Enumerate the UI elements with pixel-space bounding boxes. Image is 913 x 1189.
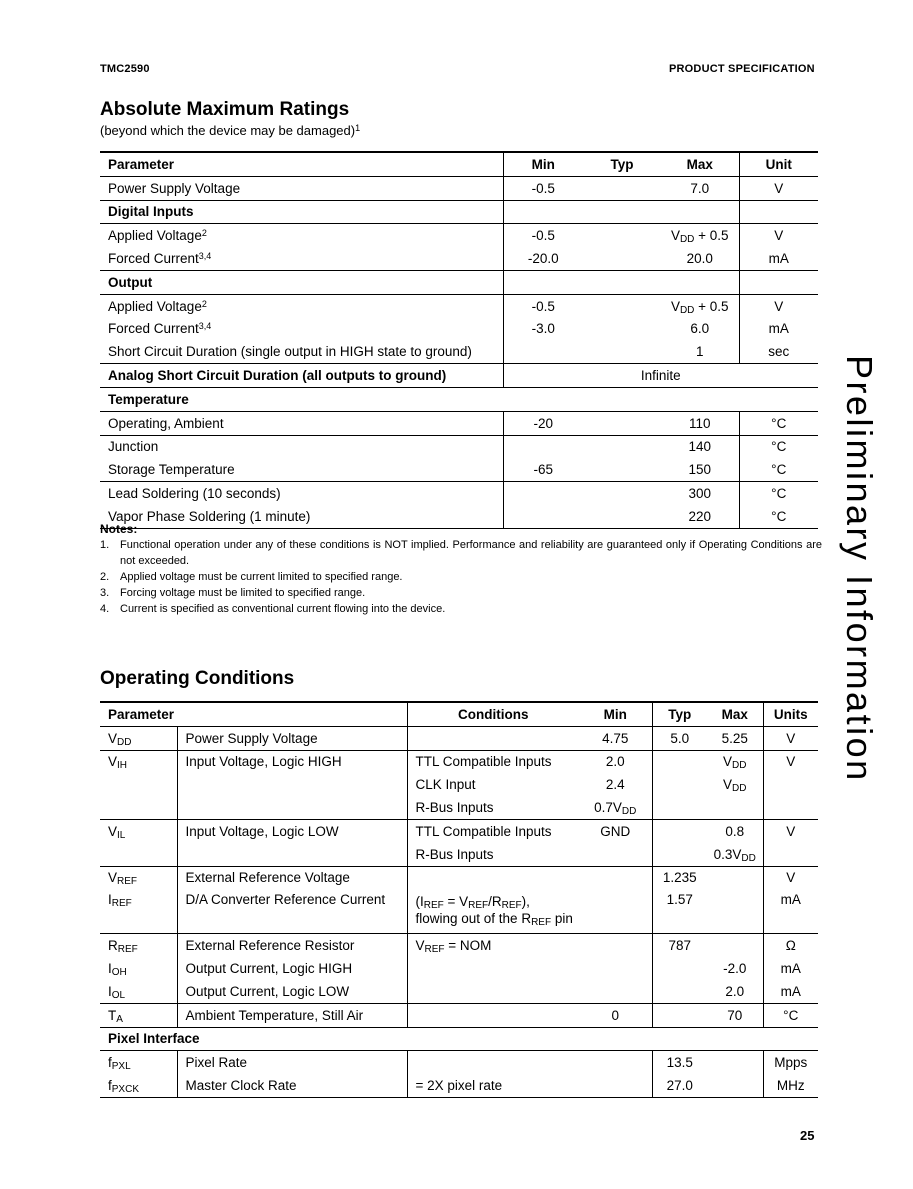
cell-desc: Pixel Rate [177,1051,407,1074]
cell-cond: R-Bus Inputs [407,796,579,819]
cell-unit: mA [763,980,818,1003]
cell-desc: Master Clock Rate [177,1074,407,1097]
cell-min: 0 [611,1007,619,1023]
cell-symbol: $R_{REF}$ [108,938,138,956]
cell-value: Infinite [503,364,818,388]
cell-max: $V_{DD}$ [723,754,747,772]
cell-max: 110 [688,415,711,431]
cell-min: -0.5 [503,224,583,247]
amr-title: Absolute Maximum Ratings [100,99,350,120]
row-label: Lead Soldering (10 seconds) [108,486,281,502]
page-number: 25 [800,1128,815,1143]
section-title: Output [108,274,153,290]
cell-desc: Input Voltage, Logic HIGH [177,750,407,773]
cell-unit: sec [739,340,818,363]
table-row [100,435,818,458]
cell-min: -65 [503,458,583,481]
section-row [100,1027,818,1051]
cell-symbol: $V_{DD}$ [108,730,132,748]
section-row [100,270,818,294]
cell-cond: $(I_{REF} = V_{REF}/R_{REF})$, flowing out of the $R_{REF}$ pin [407,889,579,934]
oc-header-row [100,702,818,726]
col-unit: Unit [739,152,818,176]
cell-unit: °C [739,482,818,505]
cell-max: $V_{DD} + 0.5$ [670,298,729,316]
cell-typ: 27.0 [652,1074,707,1097]
cell-min: -3.0 [503,318,583,341]
row-label: Storage Temperature [108,462,235,478]
cell-symbol: $f_{PXCK}$ [108,1078,139,1096]
cell-symbol: $f_{PXL}$ [108,1055,131,1073]
cell-typ: 5.0 [652,726,707,750]
cell-cond: = 2X pixel rate [407,1074,579,1097]
row-label: Forced Current$^{3,4}$ [108,251,212,267]
cell-unit: °C [763,1003,818,1027]
table-row [100,247,818,270]
cell-unit: °C [739,505,818,528]
section-title: Temperature [108,391,189,407]
cell-min: -0.5 [503,176,583,200]
cell-max: -2.0 [723,961,747,977]
cell-desc: External Reference Resistor [177,934,407,957]
table-row [100,773,818,796]
note-item: 1. Functional operation under any of these conditions is NOT implied. Performance and reliability are guaranteed only if Operating Conditions are not exceeded. [100,539,822,567]
table-row [100,866,818,889]
table-row [100,1051,818,1074]
table-row [100,819,818,842]
cell-cond: $V_{REF}$ = NOM [407,934,579,957]
cell-min [503,435,583,458]
col-typ: Typ [610,156,634,172]
cell-cond: R-Bus Inputs [407,843,579,866]
cell-min [503,482,583,505]
row-label: Junction [108,439,159,455]
amr-table [100,151,818,529]
cell-unit: mA [763,889,818,934]
table-row [100,796,818,819]
table-row [100,934,818,957]
table-row [100,411,818,435]
cell-unit: Ω [763,934,818,957]
cell-unit: V [739,176,818,200]
cell-max: 5.25 [721,730,748,746]
cell-max: 150 [688,462,712,478]
cell-unit: mA [739,318,818,341]
oc-table [100,701,818,1098]
table-row [100,224,818,247]
cell-typ: 1.57 [652,889,707,934]
cell-typ: 787 [652,934,707,957]
cell-max: 70 [727,1007,743,1023]
section-row [100,387,818,411]
cell-unit: V [763,750,818,773]
section-row [100,200,818,224]
cell-unit: MHz [763,1074,818,1097]
oc-title: Operating Conditions [100,668,295,689]
cell-symbol: $V_{IL}$ [108,823,126,841]
cell-min: 4.75 [602,730,629,746]
cell-desc: Input Voltage, Logic LOW [177,819,407,842]
col-parameter: Parameter [108,706,175,722]
cell-desc: D/A Converter Reference Current [177,889,407,934]
cell-unit: °C [739,458,818,481]
cell-max: 6.0 [690,321,710,337]
table-row [100,1074,818,1097]
cell-desc: Power Supply Voltage [177,726,407,750]
cell-desc: Output Current, Logic LOW [177,980,407,1003]
cell-max: 140 [688,439,712,455]
preliminary-watermark: Preliminary Information [839,355,880,783]
table-row [100,176,818,200]
table-row [100,1003,818,1027]
table-row [100,364,818,388]
table-row [100,482,818,505]
cell-unit: V [763,866,818,889]
table-row [100,750,818,773]
cell-cond: TTL Compatible Inputs [407,819,579,842]
cell-max: 220 [688,508,712,524]
cell-cond: CLK Input [407,773,579,796]
cell-desc: Ambient Temperature, Still Air [177,1003,407,1027]
cell-max: 300 [688,486,712,502]
note-item: 4. Current is specified as conventional current flowing into the device. [100,603,446,615]
cell-max: 20.0 [686,251,713,267]
col-parameter: Parameter [108,156,175,172]
cell-min: $0.7V_{DD}$ [594,800,637,818]
cell-symbol: $I_{OH}$ [108,961,127,979]
cell-unit: V [739,294,818,317]
table-row [100,340,818,363]
table-row [100,957,818,980]
note-item: 3. Forcing voltage must be limited to specified range. [100,587,366,599]
table-row [100,726,818,750]
cell-max: $V_{DD} + 0.5$ [670,228,729,246]
row-label: Applied Voltage$^2$ [108,228,207,244]
cell-min: GND [600,823,631,839]
cell-max: 1 [695,344,704,360]
table-row [100,843,818,866]
table-row [100,889,818,934]
row-label: Power Supply Voltage [108,180,241,196]
cell-symbol: $T_A$ [108,1007,123,1025]
cell-symbol: $V_{REF}$ [108,870,138,888]
table-row [100,294,818,317]
cell-unit: mA [739,247,818,270]
cell-unit: Mpps [763,1051,818,1074]
cell-max: 2.0 [725,983,745,999]
cell-desc: Output Current, Logic HIGH [177,957,407,980]
cell-unit: V [739,224,818,247]
section-title: Digital Inputs [108,204,194,220]
cell-desc: External Reference Voltage [177,866,407,889]
doc-type: PRODUCT SPECIFICATION [669,63,815,75]
cell-min: -20.0 [503,247,583,270]
cell-max: $0.3V_{DD}$ [713,846,756,864]
cell-unit: V [763,819,818,842]
cell-max: $V_{DD}$ [723,777,747,795]
col-max: Max [686,156,713,172]
cell-max: 7.0 [690,180,710,196]
table-row [100,318,818,341]
cell-min: 2.4 [605,777,625,793]
cell-min: -0.5 [503,294,583,317]
cell-min: -20 [503,411,583,435]
cell-unit: °C [739,411,818,435]
amr-subtitle: (beyond which the device may be damaged)$^1$ [100,123,361,138]
table-row [100,458,818,481]
note-item: 2. Applied voltage must be current limited to specified range. [100,571,403,583]
cell-unit: V [763,726,818,750]
cell-typ: 13.5 [652,1051,707,1074]
section-title: Pixel Interface [108,1031,200,1047]
table-row [100,980,818,1003]
col-typ: Typ [652,702,707,726]
cell-unit: mA [763,957,818,980]
cell-unit: °C [739,435,818,458]
col-min: Min [603,706,627,722]
row-label: Vapor Phase Soldering (1 minute) [108,508,311,524]
cell-symbol: $I_{OL}$ [108,983,126,1001]
cell-typ: 1.235 [652,866,707,889]
row-label: Short Circuit Duration (single output in HIGH state to ground) [108,344,472,360]
col-min: Min [503,152,583,176]
cell-min: 2.0 [605,754,625,770]
notes [100,521,822,617]
cell-max: 0.8 [725,823,745,839]
cell-cond: TTL Compatible Inputs [407,750,579,773]
row-label: Forced Current$^{3,4}$ [108,321,212,337]
row-label: Applied Voltage$^2$ [108,298,207,314]
cell-symbol: $I_{REF}$ [108,892,132,910]
notes-title: Notes: [100,522,138,536]
cell-symbol: $V_{IH}$ [108,754,128,772]
row-label: Analog Short Circuit Duration (all outputs to ground) [108,368,447,384]
col-max: Max [721,706,748,722]
amr-header-row [100,152,818,176]
doc-id: TMC2590 [100,63,150,75]
row-label: Operating, Ambient [108,415,224,431]
col-units: Units [763,702,818,726]
col-conditions: Conditions [407,702,579,726]
